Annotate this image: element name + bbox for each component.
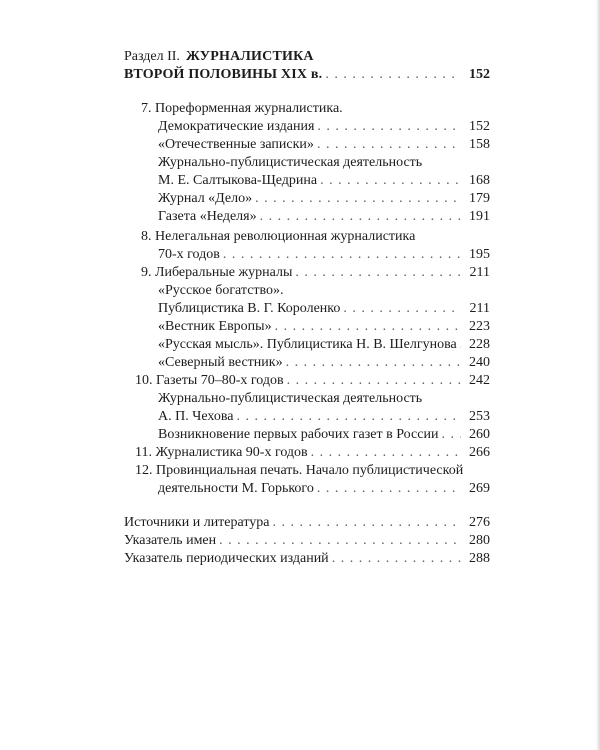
toc-entry: [135, 462, 490, 480]
leader-dots: [311, 444, 461, 462]
leader-dots: [295, 264, 461, 282]
toc-entry-title: 12. Провинциальная печать. Начало публицистической: [135, 463, 464, 478]
leader-dots: [260, 208, 461, 226]
toc-entry-page: 179: [469, 191, 490, 206]
toc-entry-title: Журнально-публицистическая деятельность: [158, 391, 423, 406]
toc-entry-title: Возникновение первых рабочих газет в России: [158, 427, 439, 442]
toc-entry-title: «Русская мысль». Публицистика Н. В. Шелгунова: [158, 337, 457, 352]
toc-entry: [158, 190, 490, 208]
leader-dots: [343, 300, 461, 318]
toc-entry: [158, 282, 490, 300]
leader-dots: [223, 246, 461, 264]
leader-dots: [332, 550, 461, 568]
section-heading-line2: [124, 66, 490, 84]
toc-entry-title: 8. Нелегальная революционная журналистика: [141, 229, 416, 244]
toc-entry: [158, 426, 490, 444]
toc-entry: [158, 246, 490, 264]
toc-entry-title: Демократические издания: [158, 119, 315, 134]
toc-entry-page: 223: [469, 319, 490, 334]
toc-entry-page: 211: [469, 265, 490, 280]
toc-entry-page: 260: [469, 427, 490, 442]
toc-entry-title: «Вестник Европы»: [158, 319, 272, 334]
toc-entry-page: 253: [469, 409, 490, 424]
toc-entry: [158, 118, 490, 136]
leader-dots: [286, 354, 461, 372]
toc-entry: [141, 100, 490, 118]
toc-entry: [158, 172, 490, 190]
leader-dots: [255, 190, 461, 208]
toc-entry-title: А. П. Чехова: [158, 409, 234, 424]
toc-entry: [141, 264, 490, 282]
toc-entry-title: 11. Журналистика 90-х годов: [135, 445, 308, 460]
toc-entry: [158, 154, 490, 172]
toc-entry-title: Источники и литература: [124, 515, 270, 530]
toc-entry: [158, 408, 490, 426]
toc-entry-page: 266: [469, 445, 490, 460]
leader-dots: [325, 66, 461, 84]
section-heading-line1: [124, 48, 490, 66]
section-page-number: 152: [469, 67, 490, 82]
toc-entry: [158, 208, 490, 226]
leader-dots: [219, 532, 461, 550]
toc-entry-page: 276: [469, 515, 490, 530]
section-title-line1: ЖУРНАЛИСТИКА: [185, 49, 314, 64]
toc-entry-page: 288: [469, 551, 490, 566]
leader-dots: [287, 372, 461, 390]
toc-entry: [158, 480, 490, 498]
toc-entry-title: Публицистика В. Г. Короленко: [158, 301, 341, 316]
toc-entry-title: 7. Пореформенная журналистика.: [141, 101, 343, 116]
leader-dots: [236, 408, 461, 426]
toc-entry: [141, 228, 490, 246]
toc-entry-title: 9. Либеральные журналы: [141, 265, 293, 280]
toc-entry-page: 168: [469, 173, 490, 188]
toc-entry-title: 10. Газеты 70–80-х годов: [135, 373, 284, 388]
toc-entry: [158, 136, 490, 154]
leader-dots: [460, 336, 461, 354]
toc-entry-page: 191: [469, 209, 490, 224]
leader-dots: [320, 172, 461, 190]
leader-dots: [317, 118, 461, 136]
toc-entry-title: Указатель периодических изданий: [124, 551, 329, 566]
toc-back-matter-entry: [124, 550, 490, 568]
toc-entry-title: «Отечественные записки»: [158, 137, 314, 152]
toc-entry-page: 158: [469, 137, 490, 152]
toc-entry-page: 280: [469, 533, 490, 548]
toc-entry-page: 240: [469, 355, 490, 370]
toc-entry-title: М. Е. Салтыкова-Щедрина: [158, 173, 318, 188]
toc-entry-title: Журнал «Дело»: [158, 191, 253, 206]
leader-dots: [275, 318, 461, 336]
toc-entry-title: деятельности М. Горького: [158, 481, 314, 496]
toc-entry-title: «Северный вестник»: [158, 355, 283, 370]
toc-entry: [158, 336, 490, 354]
leader-dots: [441, 426, 461, 444]
toc-back-matter-entry: [124, 514, 490, 532]
leader-dots: [317, 136, 461, 154]
leader-dots: [317, 480, 461, 498]
toc-entry: [135, 444, 490, 462]
toc-entry-page: 228: [469, 337, 490, 352]
toc-entry: [158, 354, 490, 372]
toc-entry: [158, 390, 490, 408]
section-title-line2: ВТОРОЙ ПОЛОВИНЫ XIX в.: [124, 67, 323, 82]
toc-entry: [158, 318, 490, 336]
toc-entry-page: 242: [469, 373, 490, 388]
toc-entry: [158, 300, 490, 318]
toc-entry-page: 152: [469, 119, 490, 134]
toc-entry-page: 195: [469, 247, 490, 262]
toc-entry-page: 269: [469, 481, 490, 496]
toc-entry: [135, 372, 490, 390]
toc-back-matter-entry: [124, 532, 490, 550]
toc-entry-title: Газета «Неделя»: [158, 209, 257, 224]
toc-entry-page: 211: [469, 301, 490, 316]
toc-entry-title: 70-х годов: [158, 247, 220, 262]
toc-entry-title: Журнально-публицистическая деятельность: [158, 155, 423, 170]
leader-dots: [273, 514, 461, 532]
toc-entry-title: «Русское богатство».: [158, 283, 284, 298]
section-prefix: Раздел II.: [124, 49, 180, 64]
toc-entry-title: Указатель имен: [124, 533, 217, 548]
